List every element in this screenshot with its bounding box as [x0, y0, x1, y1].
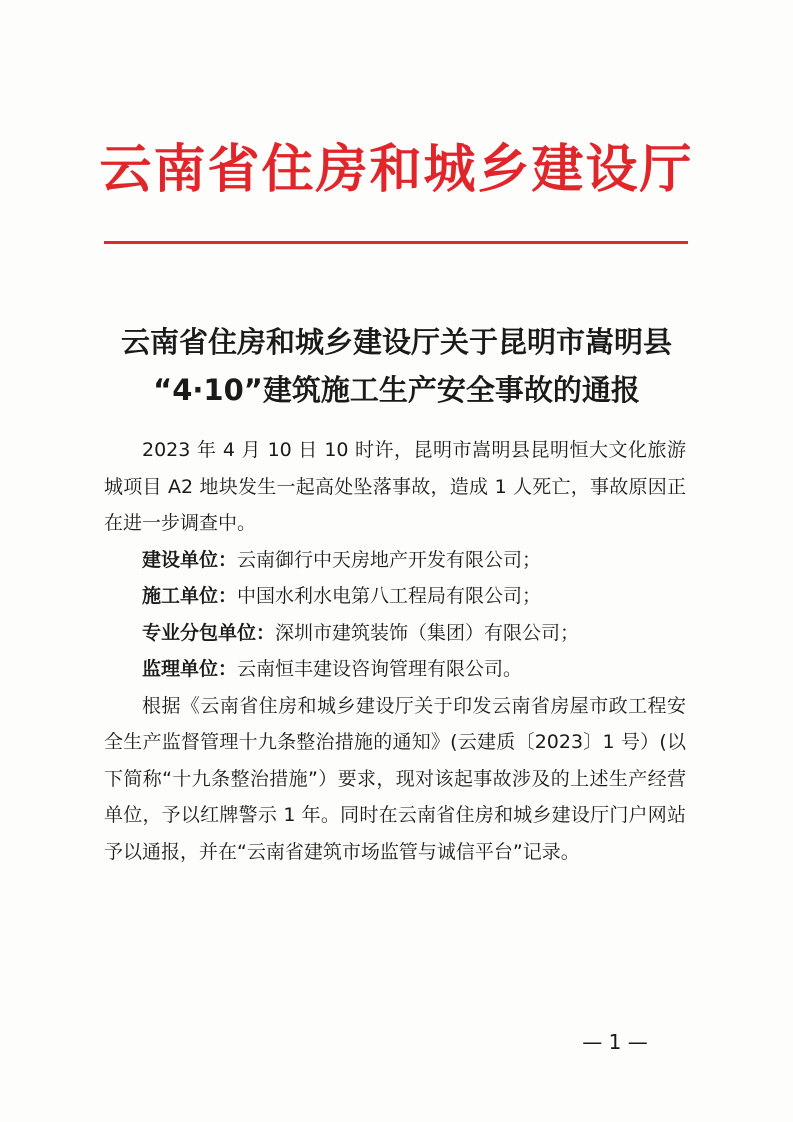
masthead-org-name: 云南省住房和城乡建设厅: [99, 140, 694, 200]
unit-value: 中国水利水电第八工程局有限公司；: [237, 585, 542, 607]
unit-row-contractor: [104, 578, 686, 615]
unit-row-construction-owner: [104, 542, 686, 579]
unit-value: 云南御行中天房地产开发有限公司；: [237, 548, 542, 571]
paragraph-penalty: 根据《云南省住房和城乡建设厅关于印发云南省房屋市政工程安全生产监督管理十九条整治措施的通知》(云建质〔2023〕1 号）(以下简称“十九条整治措施”）要求，现对该起事故涉及的上述生产经营单位，予以红牌警示 1 年。同时在云南省住房和城乡建设厅门户网站予以通报，并在“云南省建筑市场监管与诚信平台”记录。: [104, 694, 686, 863]
paragraph-incident: 2023 年 4 月 10 日 10 时许，昆明市嵩明县昆明恒大文化旅游城项目 A2 地块发生一起高处坠落事故，造成 1 人死亡，事故原因正在进一步调查中。: [104, 439, 686, 534]
unit-value: 深圳市建筑装饰（集团）有限公司；: [275, 621, 580, 644]
document-body: [104, 432, 686, 870]
masthead-red-rule: [104, 241, 688, 244]
title-line-2: “4·10”建筑施工生产安全事故的通报: [153, 373, 640, 407]
unit-row-supervisor: [104, 651, 686, 688]
unit-value: 云南恒丰建设咨询管理有限公司。: [237, 658, 523, 680]
unit-label: 专业分包单位：: [142, 621, 276, 644]
unit-label: 施工单位：: [142, 585, 238, 607]
unit-row-subcontractor: [104, 615, 686, 652]
title-line-1: 云南省住房和城乡建设厅关于昆明市嵩明县: [120, 325, 672, 359]
unit-label: 建设单位：: [142, 548, 238, 571]
page-number: — 1 —: [582, 1030, 648, 1054]
unit-label: 监理单位：: [142, 658, 238, 680]
document-title: [0, 318, 793, 414]
